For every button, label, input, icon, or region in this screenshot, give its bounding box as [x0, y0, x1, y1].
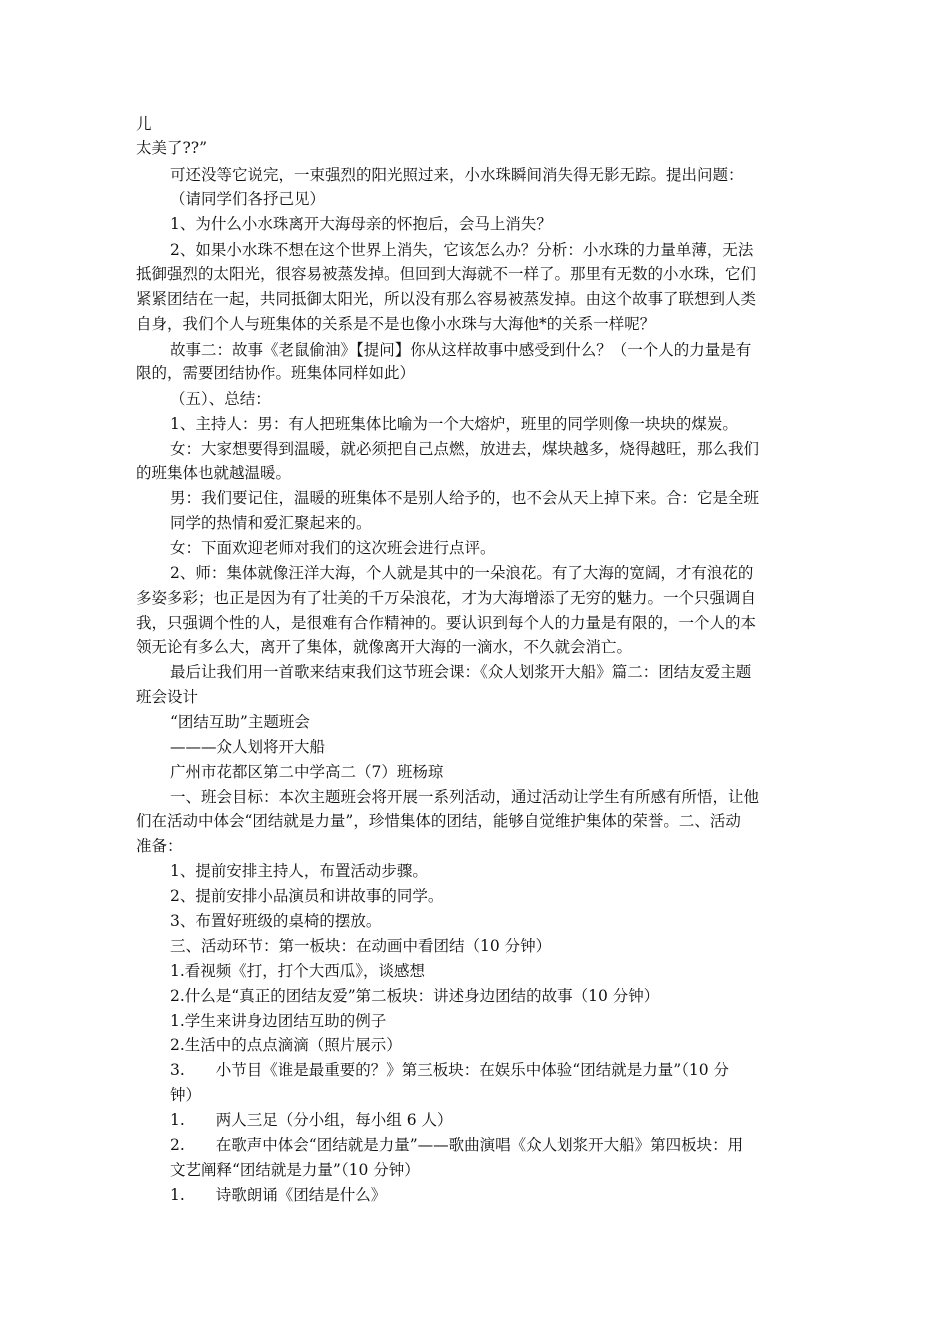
text-line-21: 我，只强调个性的人，是很难有合作精神的。要认识到每个人的力量是有限的，一个人的本 [136, 614, 757, 632]
text-line-22: 领无论有多么大，离开了集体，就像离开大海的一滴水，不久就会消亡。 [136, 638, 633, 656]
text-line-9: 自身，我们个人与班集体的关系是不是也像小水珠与大海他*的关系一样呢？ [136, 315, 656, 333]
text-line-20: 多姿多彩；也正是因为有了壮美的千万朵浪花，才为大海增添了无穷的魅力。一个只强调自 [136, 589, 757, 607]
text-line-11: 限的，需要团结协作。班集体同样如此） [136, 364, 416, 382]
text-line-8: 紧紧团结在一起，共同抵御太阳光，所以没有那么容易被蒸发掉。由这个故事了联想到人类 [136, 290, 757, 308]
text-line-35: 1.看视频《打，打个大西瓜》，谈感想 [170, 962, 426, 980]
text-line-32: 2、提前安排小品演员和讲故事的同学。 [170, 887, 444, 905]
text-line-26: ———众人划将开大船 [170, 738, 326, 756]
text-line-38: 2.生活中的点点滴滴（照片展示） [170, 1036, 402, 1054]
text-line-24: 班会设计 [136, 688, 199, 706]
text-line-4: （请同学们各抒己见） [170, 190, 326, 208]
text-line-6: 2、如果小水珠不想在这个世界上消失，它该怎么办？分析：小水珠的力量单薄，无法 [170, 241, 754, 259]
text-line-29: 们在活动中体会“团结就是力量”，珍惜集体的团结，能够自觉维护集体的荣誉。二、活动 [136, 812, 741, 830]
text-line-5: 1、为什么小水珠离开大海母亲的怀抱后，会马上消失？ [170, 215, 552, 233]
text-line-14: 女：大家想要得到温暖，就必须把自己点燃，放进去，煤块越多，烧得越旺，那么我们 [170, 440, 760, 458]
text-line-2: 太美了??” [136, 139, 208, 157]
text-line-42: 2. 在歌声中体会“团结就是力量”——歌曲演唱《众人划浆开大船》第四板块：用 [170, 1136, 744, 1154]
text-line-31: 1、提前安排主持人，布置活动步骤。 [170, 862, 428, 880]
text-line-7: 抵御强烈的太阳光，很容易被蒸发掉。但回到大海就不一样了。那里有无数的小水珠，它们 [136, 265, 757, 283]
text-line-41: 1. 两人三足（分小组，每小组 6 人） [170, 1111, 453, 1129]
text-line-25: “团结互助”主题班会 [170, 713, 310, 731]
text-line-18: 女：下面欢迎老师对我们的这次班会进行点评。 [170, 539, 496, 557]
text-line-43: 文艺阐释“团结就是力量”（10 分钟） [170, 1161, 420, 1179]
text-line-36: 2.什么是“真正的团结友爱”第二板块：讲述身边团结的故事（10 分钟） [170, 987, 660, 1005]
text-line-12: （五）、总结： [170, 390, 271, 408]
text-line-30: 准备： [136, 837, 183, 855]
text-line-10: 故事二：故事《老鼠偷油》【提问】你从这样故事中感受到什么？（一个人的力量是有 [170, 341, 752, 359]
text-line-19: 2、师：集体就像汪洋大海，个人就是其中的一朵浪花。有了大海的宽阔，才有浪花的 [170, 564, 754, 582]
text-line-44: 1. 诗歌朗诵《团结是什么》 [170, 1186, 387, 1204]
text-line-37: 1.学生来讲身边团结互助的例子 [170, 1012, 387, 1030]
text-line-33: 3、布置好班级的桌椅的摆放。 [170, 912, 382, 930]
text-line-40: 钟） [170, 1086, 202, 1104]
text-line-27: 广州市花都区第二中学高二（7）班杨琼 [170, 763, 444, 781]
text-line-16: 男：我们要记住，温暖的班集体不是别人给予的，也不会从天上掉下来。合：它是全班 [170, 489, 760, 507]
text-line-1: 儿 [136, 115, 152, 133]
text-line-23: 最后让我们用一首歌来结束我们这节班会课：《众人划浆开大船》篇二：团结友爱主题 [170, 663, 752, 681]
text-line-13: 1、主持人：男：有人把班集体比喻为一个大熔炉，班里的同学则像一块块的煤炭。 [170, 415, 738, 433]
text-line-34: 三、活动环节：第一板块：在动画中看团结（10 分钟） [170, 937, 552, 955]
text-line-15: 的班集体也就越温暖。 [136, 464, 292, 482]
text-line-39: 3. 小节目《谁是最重要的？》第三板块：在娱乐中体验“团结就是力量”（10 分 [170, 1061, 730, 1079]
text-line-17: 同学的热情和爱汇聚起来的。 [170, 514, 372, 532]
text-line-3: 可还没等它说完，一束强烈的阳光照过来，小水珠瞬间消失得无影无踪。提出问题： [170, 166, 744, 184]
text-line-28: 一、班会目标：本次主题班会将开展一系列活动，通过活动让学生有所感有所悟，让他 [170, 788, 760, 806]
